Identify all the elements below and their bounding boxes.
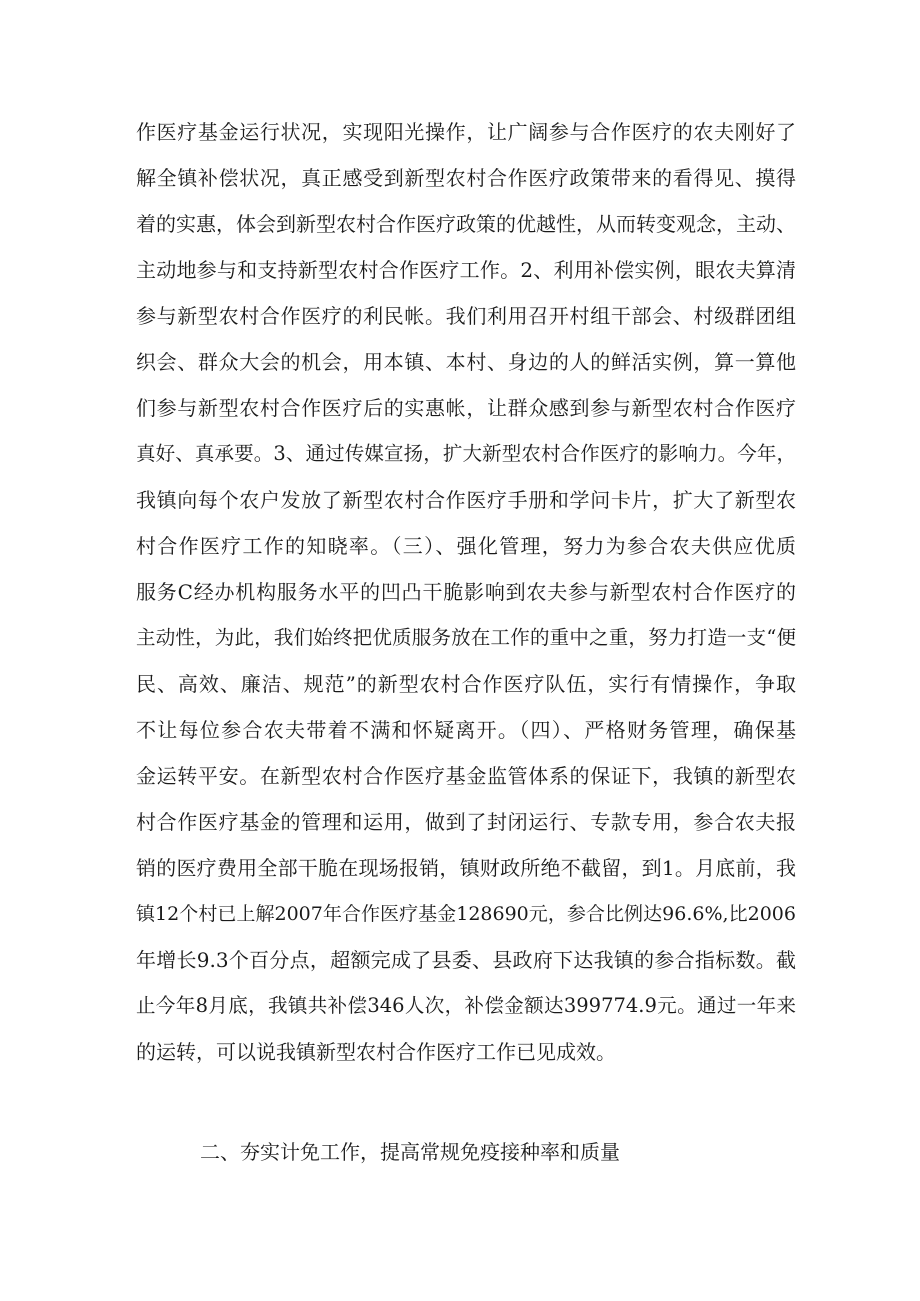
paragraph-line: 解全镇补偿状况，真正感受到新型农村合作医疗政策带来的看得见、摸得 [136,166,796,190]
paragraph-line: 年增长9.3个百分点，超额完成了县委、县政府下达我镇的参合指标数。截 [136,948,796,972]
section-heading: 二、夯实计免工作，提高常规免疫接种率和质量 [200,1140,620,1164]
paragraph-line: 镇12个村已上解2007年合作医疗基金128690元，参合比例达96.6%,比2006 [136,903,796,925]
paragraph-line-last: 的运转，可以说我镇新型农村合作医疗工作已见成效。 [136,1040,616,1064]
paragraph-line: 主动地参与和支持新型农村合作医疗工作。2、利用补偿实例，眼农夫算清 [136,258,796,282]
paragraph-line: 不让每位参合农夫带着不满和怀疑离开。（四）、严格财务管理，确保基 [136,718,796,742]
paragraph-line: 销的医疗费用全部干脆在现场报销，镇财政所绝不截留，到1。月底前，我 [136,856,796,880]
paragraph-line: 金运转平安。在新型农村合作医疗基金监管体系的保证下，我镇的新型农 [136,764,796,788]
paragraph-line: 民、高效、廉洁、规范”的新型农村合作医疗队伍，实行有情操作，争取 [136,672,796,696]
paragraph-line: 们参与新型农村合作医疗后的实惠帐，让群众感到参与新型农村合作医疗 [136,396,796,420]
paragraph-line: 作医疗基金运行状况，实现阳光操作，让广阔参与合作医疗的农夫刚好了 [136,120,796,144]
paragraph-line: 织会、群众大会的机会，用本镇、本村、身边的人的鲜活实例，算一算他 [136,350,796,374]
paragraph-line: 村合作医疗工作的知晓率。（三）、强化管理，努力为参合农夫供应优质 [136,534,796,558]
paragraph-line: 服务C经办机构服务水平的凹凸干脆影响到农夫参与新型农村合作医疗的 [136,580,796,604]
paragraph-line: 参与新型农村合作医疗的利民帐。我们利用召开村组干部会、村级群团组 [136,304,796,328]
paragraph-line: 我镇向每个农户发放了新型农村合作医疗手册和学问卡片，扩大了新型农 [136,488,796,512]
paragraph-line: 主动性，为此，我们始终把优质服务放在工作的重中之重，努力打造一支“便 [136,626,796,649]
paragraph-line: 止今年8月底，我镇共补偿346人次，补偿金额达399774.9元。通过一年来 [136,994,796,1017]
paragraph-line: 真好、真承要。3、通过传媒宣扬，扩大新型农村合作医疗的影响力。今年， [136,442,796,465]
paragraph-line: 村合作医疗基金的管理和运用，做到了封闭运行、专款专用，参合农夫报 [136,810,796,834]
paragraph-line: 着的实惠，体会到新型农村合作医疗政策的优越性，从而转变观念，主动、 [136,212,796,236]
